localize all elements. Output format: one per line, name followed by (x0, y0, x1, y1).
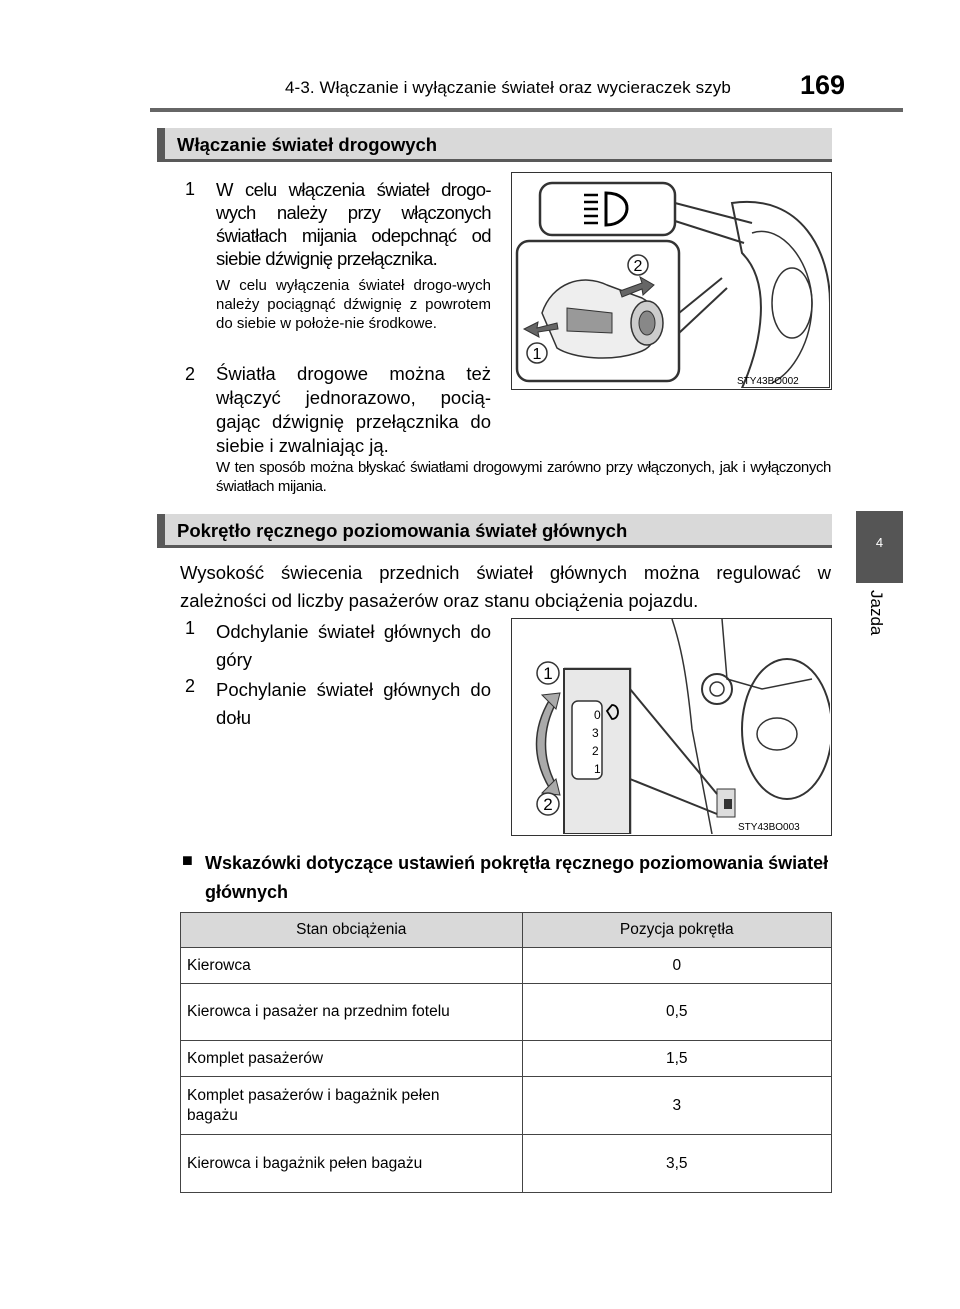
tips-heading: Wskazówki dotyczące ustawień pokrętła ręcznego poziomowania świateł głównych (205, 853, 829, 902)
callout-2: 2 (633, 258, 643, 275)
callout-1: 1 (532, 346, 542, 363)
dial-mark-2: 2 (592, 744, 599, 758)
callout-1b: 1 (543, 664, 553, 683)
high-beam-on-text: W celu włączenia świateł drogo-wych należy przy włączonych światłach mijania odepchnąć od siebie dźwignię przełącznika. (216, 179, 491, 269)
flash-note: W ten sposób można błyskać światłami drogowymi zarówno przy włączonych, jak i wyłączonych światłach mijania. (216, 459, 831, 495)
load-table (180, 912, 832, 1193)
item-badge-2: 2 (185, 364, 196, 384)
flash-text: Światła drogowe można też włączyć jednorazowo, pocią-gając dźwignię przełącznika do siebie i zwalniając ją. (216, 363, 491, 456)
high-beam-off-note: W celu wyłączenia świateł drogo-wych należy pociągnąć dźwignię z powrotem do siebie w położe-nie środkowe. (216, 277, 491, 332)
page-number: 169 (800, 70, 846, 100)
col-header-dial-position: Pozycja pokrętła (522, 913, 831, 948)
dial-mark-1: 1 (594, 762, 601, 776)
dial-illustration (512, 619, 830, 834)
dial-position-cell: 1,5 (522, 1041, 831, 1077)
dial-position-cell: 0 (522, 948, 831, 984)
tips-bullet: ■ (182, 850, 193, 870)
callout-2b: 2 (543, 795, 553, 814)
tilt-up-text: Odchylanie świateł głównych do góry (216, 621, 491, 670)
dial-position-cell: 0,5 (522, 984, 831, 1041)
load-state-cell: Komplet pasażerów (181, 1041, 523, 1077)
load-state-cell: Kierowca i bagażnik pełen bagażu (181, 1135, 523, 1193)
item-badge-1b: 1 (185, 618, 196, 638)
dial-mark-3: 3 (592, 726, 599, 740)
header-rule (150, 108, 903, 112)
figure-code-2: STY43BO003 (738, 822, 800, 833)
load-state-cell: Kierowca i pasażer na przednim fotelu (181, 984, 523, 1041)
figure-code: STY43BO002 (737, 376, 799, 387)
lever-illustration (512, 173, 830, 388)
table-row (181, 948, 832, 984)
dial-position-cell: 3,5 (522, 1135, 831, 1193)
item-badge-2b: 2 (185, 676, 196, 696)
figure-leveling-dial (511, 618, 832, 836)
chapter-tab-label: Jazda (867, 590, 886, 636)
load-state-cell: Kierowca (181, 948, 523, 984)
col-header-load-state: Stan obciążenia (181, 913, 523, 948)
table-header-row (181, 913, 832, 948)
figure-high-beam-lever (511, 172, 832, 390)
dial-position-cell: 3 (522, 1077, 831, 1135)
table-row (181, 984, 832, 1041)
leveling-intro: Wysokość świecenia przednich świateł głównych można regulować w zależności od liczby pasażerów oraz stanu obciążenia pojazdu. (180, 562, 831, 611)
load-state-cell: Komplet pasażerów i bagażnik pełen bagażu (181, 1077, 523, 1135)
table-row (181, 1135, 832, 1193)
chapter-tab-number: 4 (875, 535, 884, 550)
chapter-title: 4-3. Włączanie i wyłączanie świateł oraz wycieraczek szyb (285, 78, 731, 97)
tilt-down-text: Pochylanie świateł głównych do dołu (216, 679, 491, 728)
section-heading-leveling-dial: Pokrętło ręcznego poziomowania świateł głównych (157, 514, 832, 548)
dial-mark-0: 0 (594, 708, 601, 722)
table-row (181, 1041, 832, 1077)
item-badge-1: 1 (185, 179, 196, 199)
section-heading-high-beam: Włączanie świateł drogowych (157, 128, 832, 162)
table-row (181, 1077, 832, 1135)
